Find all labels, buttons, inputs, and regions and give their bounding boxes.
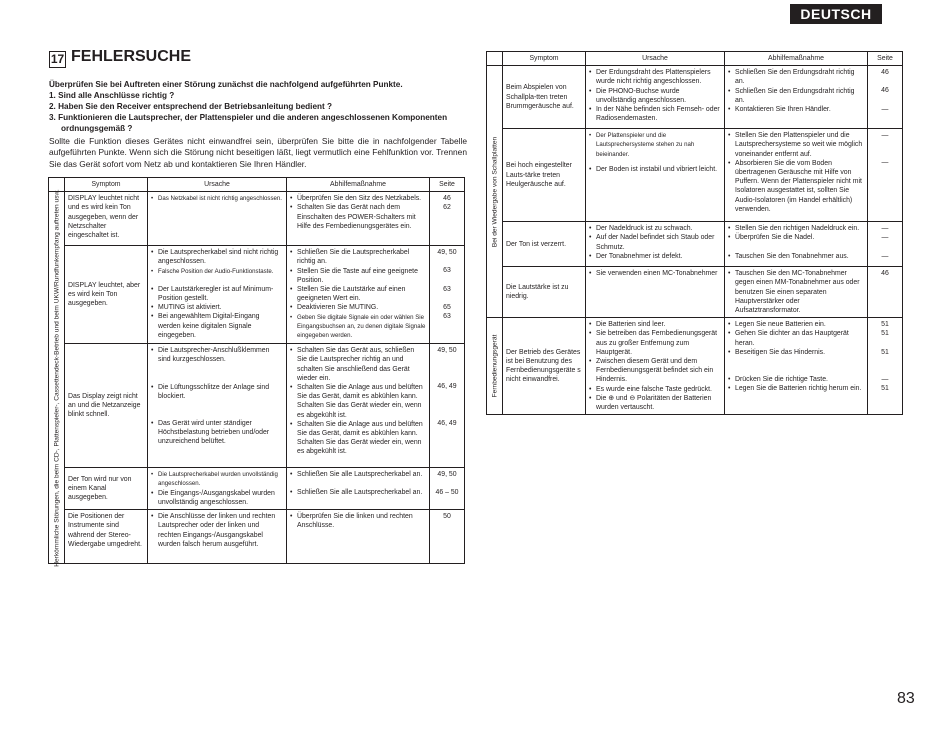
page-ref: 65 [443, 303, 451, 311]
remedy-item: • Schließen Sie die Lautsprecherkabel richtig an. [290, 248, 426, 266]
page-cell [430, 246, 465, 344]
cause-item: • Der Lautstärkeregler ist auf Minimum-Position gestellt. [151, 285, 283, 303]
remedy-item: • Schalten Sie das Gerät nach dem Einschalten des POWER-Schalters mit Hilfe des Fernbedienungsgerätes ein. [290, 203, 426, 231]
cause-item: • Die PHONO-Buchse wurde unvollständig angeschlossen. [589, 87, 721, 105]
cause-item: • Zwischen diesem Gerät und dem Fernbedienungsgerät befindet sich ein Hindernis. [589, 357, 721, 385]
remedy-item: • Legen Sie die Batterien richtig herum ein. [728, 384, 864, 393]
troubleshooting-table-left [48, 177, 465, 567]
page-ref: — [881, 159, 889, 167]
page-ref: 46, 49 [437, 383, 457, 391]
cause-cell [148, 510, 287, 564]
remedy-item: • Stellen Sie den Plattenspieler und die Lautsprechersysteme so weit wie möglich voneinander entfernt auf. [728, 131, 864, 159]
remedy-item: • Schalten Sie das Gerät aus, schließen Sie die Lautsprecher richtig an und schalten Sie anschließend das Gerät wieder ein. [290, 346, 426, 383]
section-title: FEHLERSUCHE [71, 48, 192, 65]
category-cell [487, 66, 503, 318]
cause-item: • Die Lautsprecherkabel sind nicht richtig angeschlossen. [151, 248, 283, 266]
page-ref: — [881, 132, 889, 140]
page-cell [430, 510, 465, 564]
page-cell [868, 129, 903, 222]
cause-cell [586, 318, 725, 415]
remedy-item: • Schließen Sie alle Lautsprecherkabel an. [290, 470, 426, 479]
header-remedy: Abhilfemaßnahme [287, 178, 430, 192]
page-ref: 46 – 50 [435, 489, 459, 497]
category-label: Bei der Wiedergabe von Schallplatten [490, 136, 498, 247]
page-ref: 46, 49 [437, 419, 457, 427]
remedy-item: • Stellen Sie die Lautstärke auf einen geeigneten Wert ein. [290, 285, 426, 303]
remedy-item: • Kontaktieren Sie Ihren Händler. [728, 105, 864, 114]
page-ref: 50 [443, 513, 451, 521]
check-item: 1. Sind alle Anschlüsse richtig ? [49, 91, 175, 100]
page-ref: 62 [443, 204, 451, 212]
remedy-item: • Überprüfen Sie die linken und rechten Anschlüsse. [290, 512, 426, 530]
page-ref: — [881, 225, 889, 233]
symptom-cell: Der Betrieb des Gerätes ist bei Benutzung des Fernbedienungsgeräte s nicht einwandfrei. [503, 318, 586, 415]
page-ref: 63 [443, 285, 451, 293]
language-tab: DEUTSCH [790, 4, 882, 24]
remedy-cell [725, 222, 868, 267]
page-ref: — [881, 105, 889, 113]
remedy-item: • Tauschen Sie den MC-Tonabnehmer gegen einen MM-Tonabnehmer aus oder benutzen Sie einen separaten Hauptverstärker oder Aufsatztransformator. [728, 269, 864, 315]
remedy-item: • Schließen Sie den Erdungsdraht richtig an. [728, 87, 864, 105]
page-ref: — [881, 252, 889, 260]
checks-heading: Überprüfen Sie bei Auftreten einer Störung zunächst die nachfolgend aufgeführten Punkte. [49, 80, 403, 89]
cause-item: • Bei angewähltem Digital-Eingang werden keine digitalen Signale eingegeben. [151, 312, 283, 340]
troubleshooting-table-right [486, 51, 903, 415]
check-item: 2. Haben Sie den Receiver entsprechend der Betriebsanleitung bedient ? [49, 102, 333, 111]
symptom-cell: Die Positionen der Instrumente sind während der Stereo-Wiedergabe umgedreht. [65, 510, 148, 564]
cause-item: • Falsche Position der Audio-Funktionstaste. [151, 267, 283, 276]
remedy-item: • Stellen Sie die Taste auf eine geeignete Position. [290, 267, 426, 285]
cause-cell [148, 192, 287, 246]
remedy-item: • Schließen Sie alle Lautsprecherkabel an. [290, 488, 426, 497]
remedy-item: • Deaktivieren Sie MUTING. [290, 303, 426, 312]
cause-item: • Die Lautsprecherkabel wurden unvollständig angeschlossen. [151, 470, 283, 488]
remedy-item: • Beseitigen Sie das Hindernis. [728, 348, 864, 357]
cause-cell [586, 129, 725, 222]
check-item: 3. Funktionieren die Lautsprecher, der Plattenspieler und die anderen angeschlossenen Komponenten ordnungsgemäß ? [49, 113, 448, 133]
page-ref: 51 [881, 321, 889, 329]
page-number: 83 [897, 690, 915, 707]
remedy-item: • Tauschen Sie den Tonabnehmer aus. [728, 252, 864, 261]
header-cause: Ursache [148, 178, 287, 192]
category-cell [487, 318, 503, 415]
cause-cell [148, 246, 287, 344]
remedy-cell [725, 318, 868, 415]
page-cell [868, 267, 903, 318]
page-cell [430, 468, 465, 510]
symptom-cell: Das Display zeigt nicht an und die Netzanzeige blinkt schnell. [65, 344, 148, 468]
symptom-cell: Die Lautstärke ist zu niedrig. [503, 267, 586, 318]
page-cell [430, 192, 465, 246]
cause-cell [586, 222, 725, 267]
header-cell [487, 52, 503, 66]
cause-item: • Die Lüftungsschlitze der Anlage sind blockiert. [151, 383, 283, 401]
remedy-item: • Gehen Sie dichter an das Hauptgerät heran. [728, 329, 864, 347]
cause-item: • Die Eingangs-/Ausgangskabel wurden unvollständig angeschlossen. [151, 489, 283, 507]
page-ref: — [881, 375, 889, 383]
remedy-item: • Schließen Sie den Erdungsdraht richtig an. [728, 68, 864, 86]
page-ref: 46 [881, 87, 889, 95]
page-ref: 51 [881, 330, 889, 338]
remedy-cell [725, 129, 868, 222]
page-ref: 63 [443, 313, 451, 321]
cause-item: • Die Lautsprecher-Anschlußklemmen sind kurzgeschlossen. [151, 346, 283, 364]
cause-item: • Das Netzkabel ist nicht richtig angeschlossen. [151, 194, 283, 203]
page-cell [430, 344, 465, 468]
cause-cell [148, 344, 287, 468]
header-remedy: Abhilfemaßnahme [725, 52, 868, 66]
page-ref: 46 [443, 195, 451, 203]
remedy-item: • Schalten Sie die Anlage aus und belüften Sie das Gerät, damit es abkühlen kann. Schalten Sie das Gerät wieder ein, wenn es abgekühlt ist. [290, 420, 426, 457]
cause-item: • Der Nadeldruck ist zu schwach. [589, 224, 721, 233]
remedy-cell [287, 468, 430, 510]
cause-item: • Die Anschlüsse der linken und rechten Lautsprecher oder der linken und rechten Eingangs-/Ausgangskabel wurden falsch herum ausgeführt. [151, 512, 283, 549]
header-page: Seite [430, 178, 465, 192]
remedy-item: • Stellen Sie den richtigen Nadeldruck ein. [728, 224, 864, 233]
symptom-cell: DISPLAY leuchtet, aber es wird kein Ton ausgegeben. [65, 246, 148, 344]
cause-cell [586, 267, 725, 318]
remedy-cell [725, 66, 868, 129]
page-cell [868, 318, 903, 415]
category-cell [49, 188, 65, 567]
page-ref: 46 [881, 270, 889, 278]
intro-paragraph: Sollte die Funktion dieses Gerätes nicht einwandfrei sein, überprüfen Sie bitte die in nachfolgender Tabelle aufgeführten Punkte. Wenn sich die Störung nicht beseitigen läßt, liegt vermutlich eine Fehlfunktion vor. Trennen Sie das Gerät sofort vom Netz ab und kontaktieren Sie Ihren Händler. [49, 136, 467, 169]
page-ref: 51 [881, 385, 889, 393]
cause-cell [586, 66, 725, 129]
cause-item: • MUTING ist aktiviert. [151, 303, 283, 312]
remedy-item: • Schalten Sie die Anlage aus und belüften Sie das Gerät, damit es abkühlen kann. Schalten Sie das Gerät wieder ein, wenn es abgekühlt ist. [290, 383, 426, 420]
category-label: Fernbedienungsgerät [490, 334, 498, 398]
page-ref: 49, 50 [437, 471, 457, 479]
cause-item: • In der Nähe befinden sich Fernseh- oder Radiosendemasten. [589, 105, 721, 123]
remedy-cell [287, 344, 430, 468]
header-symptom: Symptom [503, 52, 586, 66]
cause-item: • Das Gerät wird unter ständiger Höchstbelastung betrieben und/oder unzureichend belüftet. [151, 419, 283, 447]
cause-item: • Es wurde eine falsche Taste gedrückt. [589, 385, 721, 394]
symptom-cell: DISPLAY leuchtet nicht und es wird kein Ton ausgegeben, wenn der Netzschalter eingeschaltet ist. [65, 192, 148, 246]
page-ref: 49, 50 [437, 249, 457, 257]
cause-item: • Die ⊕ und ⊖ Polaritäten der Batterien wurden vertauscht. [589, 394, 721, 412]
remedy-item: • Überprüfen Sie den Sitz des Netzkabels. [290, 194, 426, 203]
symptom-cell: Bei hoch eingestellter Lauts-tärke treten Heulgeräusche auf. [503, 129, 586, 222]
preliminary-checks [49, 79, 467, 134]
symptom-cell: Beim Abspielen von Schallpla-tten treten Brummgeräusche auf. [503, 66, 586, 129]
symptom-cell: Der Ton wird nur von einem Kanal ausgegeben. [65, 468, 148, 510]
cause-item: • Sie betreiben das Fernbedienungsgerät aus zu großer Entfernung zum Hauptgerät. [589, 329, 721, 357]
cause-item: • Sie verwenden einen MC-Tonabnehmer [589, 269, 721, 278]
remedy-item: • Überprüfen Sie die Nadel. [728, 233, 864, 242]
page-cell [868, 222, 903, 267]
cause-item: • Der Plattenspieler und die Lautsprechersysteme stehen zu nah beieinander. [589, 131, 721, 159]
page-ref: 51 [881, 348, 889, 356]
header-symptom: Symptom [65, 178, 148, 192]
remedy-item: • Geben Sie digitale Signale ein oder wählen Sie Eingangsbuchsen an, zu denen digitale Signale eingegeben werden. [290, 313, 426, 341]
header-cause: Ursache [586, 52, 725, 66]
page-cell [868, 66, 903, 129]
cause-item: • Der Boden ist instabil und vibriert leicht. [589, 165, 721, 174]
remedy-cell [287, 192, 430, 246]
page-ref: 63 [443, 267, 451, 275]
section-number-box: 17 [50, 52, 65, 66]
cause-item: • Die Batterien sind leer. [589, 320, 721, 329]
cause-item: • Auf der Nadel befindet sich Staub oder Schmutz. [589, 233, 721, 251]
header-page: Seite [868, 52, 903, 66]
cause-cell [148, 468, 287, 510]
category-label: Herkömmliche Störungen, die beim CD-, Plattenspieler-, Cassettendeck-Betrieb und beim UKW/Rundfunkempfang auftreten usw. [52, 188, 60, 567]
page-ref: 46 [881, 69, 889, 77]
cause-item: • Der Tonabnehmer ist defekt. [589, 252, 721, 261]
page-ref: — [881, 234, 889, 242]
remedy-cell [287, 510, 430, 564]
remedy-item: • Legen Sie neue Batterien ein. [728, 320, 864, 329]
symptom-cell: Der Ton ist verzerrt. [503, 222, 586, 267]
remedy-item: • Absorbieren Sie die vom Boden übertragenen Geräusche mit Hilfe von Puffern. Wenn der Plattenspieler nicht mit Isolatoren ausgestattet ist, sollten Sie Audio-Isolatoren (im Handel erhältlich) verwenden. [728, 159, 864, 214]
remedy-cell [725, 267, 868, 318]
remedy-cell [287, 246, 430, 344]
page-ref: 49, 50 [437, 347, 457, 355]
cause-item: • Der Erdungsdraht des Plattenspielers wurde nicht richtig angeschlossen. [589, 68, 721, 86]
remedy-item: • Drücken Sie die richtige Taste. [728, 375, 864, 384]
